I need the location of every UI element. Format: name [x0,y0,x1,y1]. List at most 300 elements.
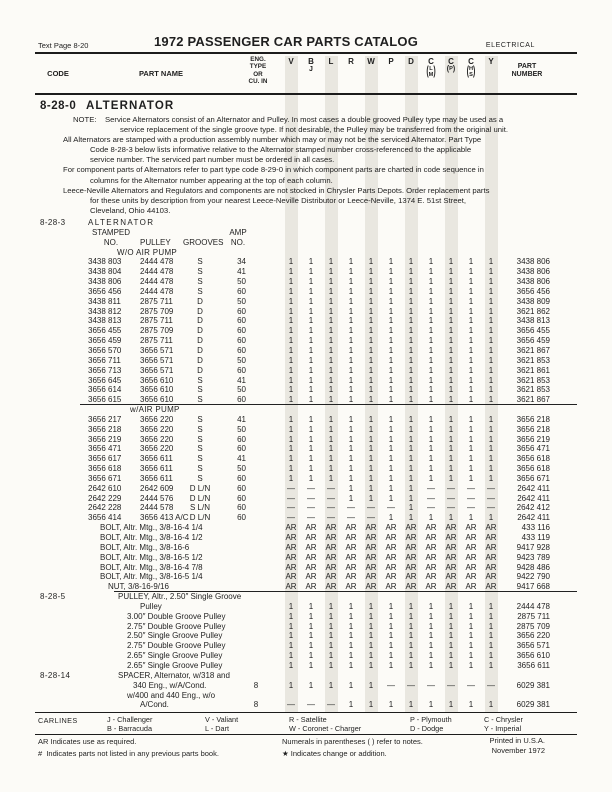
part-number: 433 116 [521,523,550,533]
availability-cell: 1 [348,355,354,365]
stamped-number: 3656 615 [88,395,122,405]
availability-cell: 1 [308,414,314,424]
part-name: Pulley [140,601,162,611]
availability-cell: — [287,483,295,493]
amp-rating: 60 [237,286,246,296]
parts-row [0,513,612,523]
availability-cell: 1 [308,345,314,355]
availability-cell: 1 [388,296,394,306]
availability-cell: 1 [388,336,394,346]
availability-cell: 1 [388,375,394,385]
availability-cell: 1 [288,326,294,336]
parts-row [0,503,612,513]
carline-paren-group [441,67,461,74]
availability-cell: 1 [388,651,394,661]
availability-cell: 1 [288,316,294,326]
pulley-number: 2875 711 [140,296,173,306]
close-paren: ) [473,64,476,79]
availability-cell: 1 [368,680,374,690]
pulley-number: 2444 576 [140,493,174,503]
availability-cell: AR [405,523,417,533]
availability-cell: AR [305,572,317,582]
availability-cell: 1 [448,611,454,621]
note-line [0,115,612,125]
availability-cell: AR [345,552,357,562]
grooves-code: D L/N [189,493,211,503]
availability-cell: 1 [388,424,394,434]
carline-letter: C [428,57,434,66]
availability-cell: — [487,680,495,690]
availability-cell: 1 [368,700,374,710]
availability-cell: 1 [468,651,474,661]
availability-cell: AR [285,533,297,542]
parts-row [0,641,612,651]
availability-cell: 1 [408,355,414,365]
availability-cell: AR [365,562,377,572]
parts-rows [0,248,612,711]
part-name: 2.65″ Single Groove Pulley [127,660,223,670]
availability-cell: 1 [448,641,454,651]
availability-cell: AR [425,542,437,552]
availability-cell: 1 [488,513,494,523]
availability-cell: 1 [368,345,374,355]
carline-entry: R - Satellite [289,715,327,724]
availability-cell: 1 [288,444,294,454]
carline-letter: P [388,57,394,66]
availability-cell: AR [485,552,497,562]
availability-cell: 1 [348,267,354,277]
availability-cell: 1 [368,641,374,651]
carline-letter: Y [488,57,494,66]
availability-cell: 1 [288,395,294,405]
availability-cell: 1 [428,375,434,385]
parts-row [0,681,612,691]
availability-cell: 1 [308,641,314,651]
carlines-legend [35,712,577,735]
availability-cell: 1 [428,316,434,326]
parts-row [0,257,612,267]
stamped-number: 3656 217 [88,414,122,424]
availability-cell: AR [365,533,377,542]
availability-cell: — [287,503,295,513]
availability-cell: 1 [408,601,414,611]
part-number: 3438 806 [516,277,550,287]
availability-cell: 1 [428,277,434,287]
availability-cell: AR [425,523,437,533]
availability-cell: 1 [428,641,434,651]
note-line [0,165,612,175]
availability-cell: 1 [288,473,294,483]
availability-cell: 1 [468,395,474,405]
pulley-number: 3656 611 [140,454,173,464]
availability-cell: 1 [388,326,394,336]
availability-cell: 1 [328,286,334,296]
availability-cell: 1 [308,277,314,287]
availability-cell: 1 [488,326,494,336]
availability-cell: 1 [468,454,474,464]
carline-letter: L [328,57,334,66]
availability-cell: 1 [388,257,394,267]
carline-column-header [321,57,341,66]
parts-row [0,415,612,425]
availability-cell: 1 [348,434,354,444]
availability-cell: 1 [468,414,474,424]
amp-rating: 41 [237,375,246,385]
availability-cell: 1 [408,513,414,523]
availability-cell: — [287,700,295,710]
availability-cell: 1 [428,621,434,631]
availability-cell: 1 [488,375,494,385]
table-subheader-row [0,228,612,238]
availability-cell: 1 [488,267,494,277]
stamped-number: 3438 811 [88,296,121,306]
availability-cell: 1 [488,355,494,365]
availability-cell: — [467,680,475,690]
divider [35,52,577,54]
availability-cell: 1 [288,680,294,690]
availability-cell: AR [325,542,337,552]
availability-cell: AR [445,552,457,562]
availability-cell: AR [405,582,417,592]
grooves-code: S [197,473,203,483]
subcolumn-pulley: PULLEY [140,237,171,247]
carline-entry: Y - Imperial [484,724,522,733]
availability-cell: 1 [388,454,394,464]
availability-cell: 1 [468,355,474,365]
availability-cell: 1 [408,286,414,296]
availability-cell: AR [345,572,357,582]
availability-cell: 1 [488,454,494,464]
availability-cell: AR [425,582,437,592]
availability-cell: 1 [488,651,494,661]
availability-cell: AR [345,562,357,572]
pulley-number: 2875 711 [140,316,173,326]
stamped-number: 3656 713 [88,365,122,375]
amp-rating: 60 [237,444,246,454]
stamped-number: 3656 570 [88,345,122,355]
availability-cell: 1 [308,680,314,690]
open-paren: ( [446,65,450,74]
availability-cell: 1 [368,464,374,474]
availability-cell: 1 [468,601,474,611]
availability-cell: 1 [308,365,314,375]
availability-cell: — [327,503,335,513]
availability-cell: 1 [388,641,394,651]
pulley-number: 3656 610 [140,375,174,385]
availability-cell: 1 [328,345,334,355]
availability-cell: — [487,483,495,493]
availability-cell: — [427,680,435,690]
availability-cell: 1 [388,267,394,277]
pulley-number: 2444 578 [140,503,174,513]
availability-cell: 1 [388,493,394,503]
availability-cell: AR [465,582,477,592]
availability-cell: 1 [328,316,334,326]
parts-row [0,700,612,710]
availability-cell: 1 [388,473,394,483]
eng-type-line: OR [253,70,263,78]
pulley-number: 3656 220 [140,444,174,454]
amp-rating: 34 [237,257,246,267]
part-name: 2.65″ Single Groove Pulley [127,651,223,661]
availability-cell: AR [285,542,297,552]
amp-rating: 50 [237,464,246,474]
parts-row [0,366,612,376]
parts-row [0,631,612,641]
availability-cell: 1 [388,385,394,395]
grooves-code: D L/N [189,483,211,493]
availability-cell: AR [405,542,417,552]
availability-cell: 1 [348,375,354,385]
pulley-number: 3656 611 [140,473,173,483]
amp-rating: 50 [237,296,246,306]
availability-cell: 1 [348,316,354,326]
subcolumn-amp-no: NO. [230,237,246,247]
availability-cell: 1 [388,464,394,474]
availability-cell: 1 [368,483,374,493]
availability-cell: AR [425,552,437,562]
availability-cell: 1 [308,424,314,434]
page-label: Text Page 8-20 [38,41,89,50]
availability-cell: — [467,493,475,503]
availability-cell: 1 [368,473,374,483]
parts-row [0,405,612,415]
availability-cell: AR [465,523,477,533]
availability-cell: 1 [468,473,474,483]
availability-cell: 1 [368,326,374,336]
availability-cell: 1 [488,424,494,434]
availability-cell: 1 [288,257,294,267]
part-number: 6029 381 [516,700,550,710]
pulley-number: 3656 571 [140,355,174,365]
availability-cell: 1 [408,641,414,651]
availability-cell: 1 [368,434,374,444]
availability-cell: 1 [408,316,414,326]
part-name: BOLT, Altr. Mtg., 3/8-16-4 7/8 [100,562,203,572]
note-text: Cleveland, Ohio 44103. [90,205,171,215]
eng-type-line: ENG. [250,56,266,63]
availability-cell: AR [345,542,357,552]
stamped-number: 3656 471 [88,444,122,454]
carline-letter: B [308,57,314,66]
availability-cell: — [467,503,475,513]
availability-cell: — [327,513,335,523]
availability-cell: 1 [348,601,354,611]
parts-row [0,376,612,386]
availability-cell: — [327,483,335,493]
amp-rating: 41 [237,454,246,464]
parts-row [0,484,612,494]
stamped-number: 3656 414 [88,513,122,523]
stamped-number: 3438 804 [88,267,122,277]
note-text: Code 8-28-3 below lists informative relative to the Alternator stamped number cross-referenced to the applicable [90,145,472,155]
availability-cell: 1 [368,395,374,405]
availability-cell: 1 [468,700,474,710]
availability-cell: 1 [408,700,414,710]
carline-letter: W [367,57,375,66]
availability-cell: 1 [368,651,374,661]
availability-cell: AR [405,533,417,542]
availability-cell: 1 [348,336,354,346]
pulley-number: 2875 709 [140,326,174,336]
availability-cell: 1 [488,660,494,670]
availability-cell: 1 [308,316,314,326]
availability-cell: 1 [348,306,354,316]
availability-cell: 1 [288,651,294,661]
carline-entry: B - Barracuda [107,724,153,733]
availability-cell: AR [365,523,377,533]
availability-cell: 1 [348,621,354,631]
pulley-number: 2875 709 [140,306,174,316]
parts-row [0,425,612,435]
availability-cell: 1 [408,326,414,336]
availability-cell: 1 [408,651,414,661]
carline-column-header [361,57,381,66]
availability-cell: 1 [348,277,354,287]
amp-rating: 50 [237,385,246,395]
availability-cell: AR [385,562,397,572]
availability-cell: 1 [448,700,454,710]
carline-sub-letter: J [309,66,313,73]
grooves-code: D [197,355,203,365]
availability-cell: 1 [408,267,414,277]
amp-rating: 60 [237,493,246,503]
availability-cell: 1 [388,434,394,444]
subcolumn-stamped: STAMPED [91,227,131,237]
availability-cell: AR [445,572,457,582]
parts-row [0,563,612,573]
note-line [0,176,612,186]
availability-cell: 1 [368,601,374,611]
availability-cell: 1 [328,414,334,424]
parts-row [0,474,612,484]
availability-cell: 1 [468,345,474,355]
availability-cell: 1 [488,700,494,710]
availability-cell: 1 [428,434,434,444]
availability-cell: 1 [468,660,474,670]
grooves-code: D [197,316,203,326]
availability-cell: — [307,493,315,503]
availability-cell: AR [385,542,397,552]
paren-letters: L M [428,66,434,78]
availability-cell: 1 [328,277,334,287]
availability-cell: — [487,503,495,513]
carline-entry: L - Dart [205,724,230,733]
part-number: 9423 789 [516,552,550,562]
availability-cell: 1 [368,631,374,641]
availability-cell: 1 [348,365,354,375]
availability-cell: 1 [408,503,414,513]
availability-cell: 1 [468,267,474,277]
availability-cell: 1 [488,464,494,474]
availability-cell: — [447,680,455,690]
note-line [0,206,612,216]
availability-cell: 1 [408,493,414,503]
availability-cell: 1 [288,641,294,651]
legend-printed-in: Printed in U.S.A. [489,736,545,745]
availability-cell: 1 [288,601,294,611]
availability-cell: 1 [388,355,394,365]
stamped-number: 3438 803 [88,257,122,267]
availability-cell: 1 [408,365,414,375]
part-number: 3656 618 [516,454,550,464]
availability-cell: 1 [328,601,334,611]
carline-group [410,715,452,733]
availability-cell: 1 [348,611,354,621]
availability-cell: 1 [408,483,414,493]
stamped-number: 3656 218 [88,424,122,434]
parts-row [0,671,612,681]
availability-cell: 1 [308,385,314,395]
legend-hash: # Indicates parts not listed in any previous parts book. [38,749,219,758]
note-text: columns for the Alternator number appearing at the top of each column. [90,175,333,185]
amp-rating: 60 [237,336,246,346]
availability-cell: 1 [448,316,454,326]
pulley-number: 2444 478 [140,277,174,287]
availability-cell: 1 [388,660,394,670]
carline-column-header [301,57,321,74]
pulley-number: 2444 478 [140,286,174,296]
availability-cell: 1 [288,345,294,355]
availability-cell: 1 [328,336,334,346]
grooves-code: S [197,464,203,474]
part-number: 9428 486 [516,562,550,572]
parts-row [0,602,612,612]
part-name: 2.75″ Double Groove Pulley [127,621,226,631]
availability-cell: 1 [288,631,294,641]
availability-cell: 1 [408,473,414,483]
availability-cell: AR [365,542,377,552]
carline-column-header [441,57,461,74]
availability-cell: — [367,503,375,513]
availability-cell: 1 [428,395,434,405]
pulley-number: 3656 571 [140,345,174,355]
availability-cell: 1 [328,680,334,690]
table-section-row [0,218,612,228]
availability-cell: AR [325,552,337,562]
carline-entry: J - Challenger [107,715,153,724]
availability-cell: 1 [388,601,394,611]
availability-cell: AR [305,542,317,552]
parts-table [0,218,612,710]
availability-cell: 1 [408,336,414,346]
parts-row [0,592,612,602]
availability-cell: 1 [488,257,494,267]
paren-letters: P [449,66,453,73]
note-text: service replacement of the single groove type. If not desirable, the Pulley may be transferred from the original unit. [120,125,508,135]
amp-rating: 60 [237,306,246,316]
availability-cell: 1 [408,464,414,474]
availability-cell: 1 [408,611,414,621]
availability-cell: AR [345,523,357,533]
grooves-code: D [197,336,203,346]
eng-type-line: TYPE [249,63,267,71]
part-number: 3621 862 [516,306,550,316]
pulley-number: 3656 413 A/C [140,513,189,523]
availability-cell: — [307,513,315,523]
carline-paren-group [461,64,481,79]
subcolumn-grooves: GROOVES [183,237,224,247]
availability-cell: 1 [388,395,394,405]
availability-cell: 1 [448,345,454,355]
availability-cell: 1 [408,277,414,287]
amp-rating: 50 [237,277,246,287]
carlines-label: CARLINES [38,716,78,725]
part-number: 3438 806 [516,257,550,267]
grooves-code: S [197,454,203,464]
availability-cell: 1 [488,473,494,483]
availability-cell: AR [465,542,477,552]
